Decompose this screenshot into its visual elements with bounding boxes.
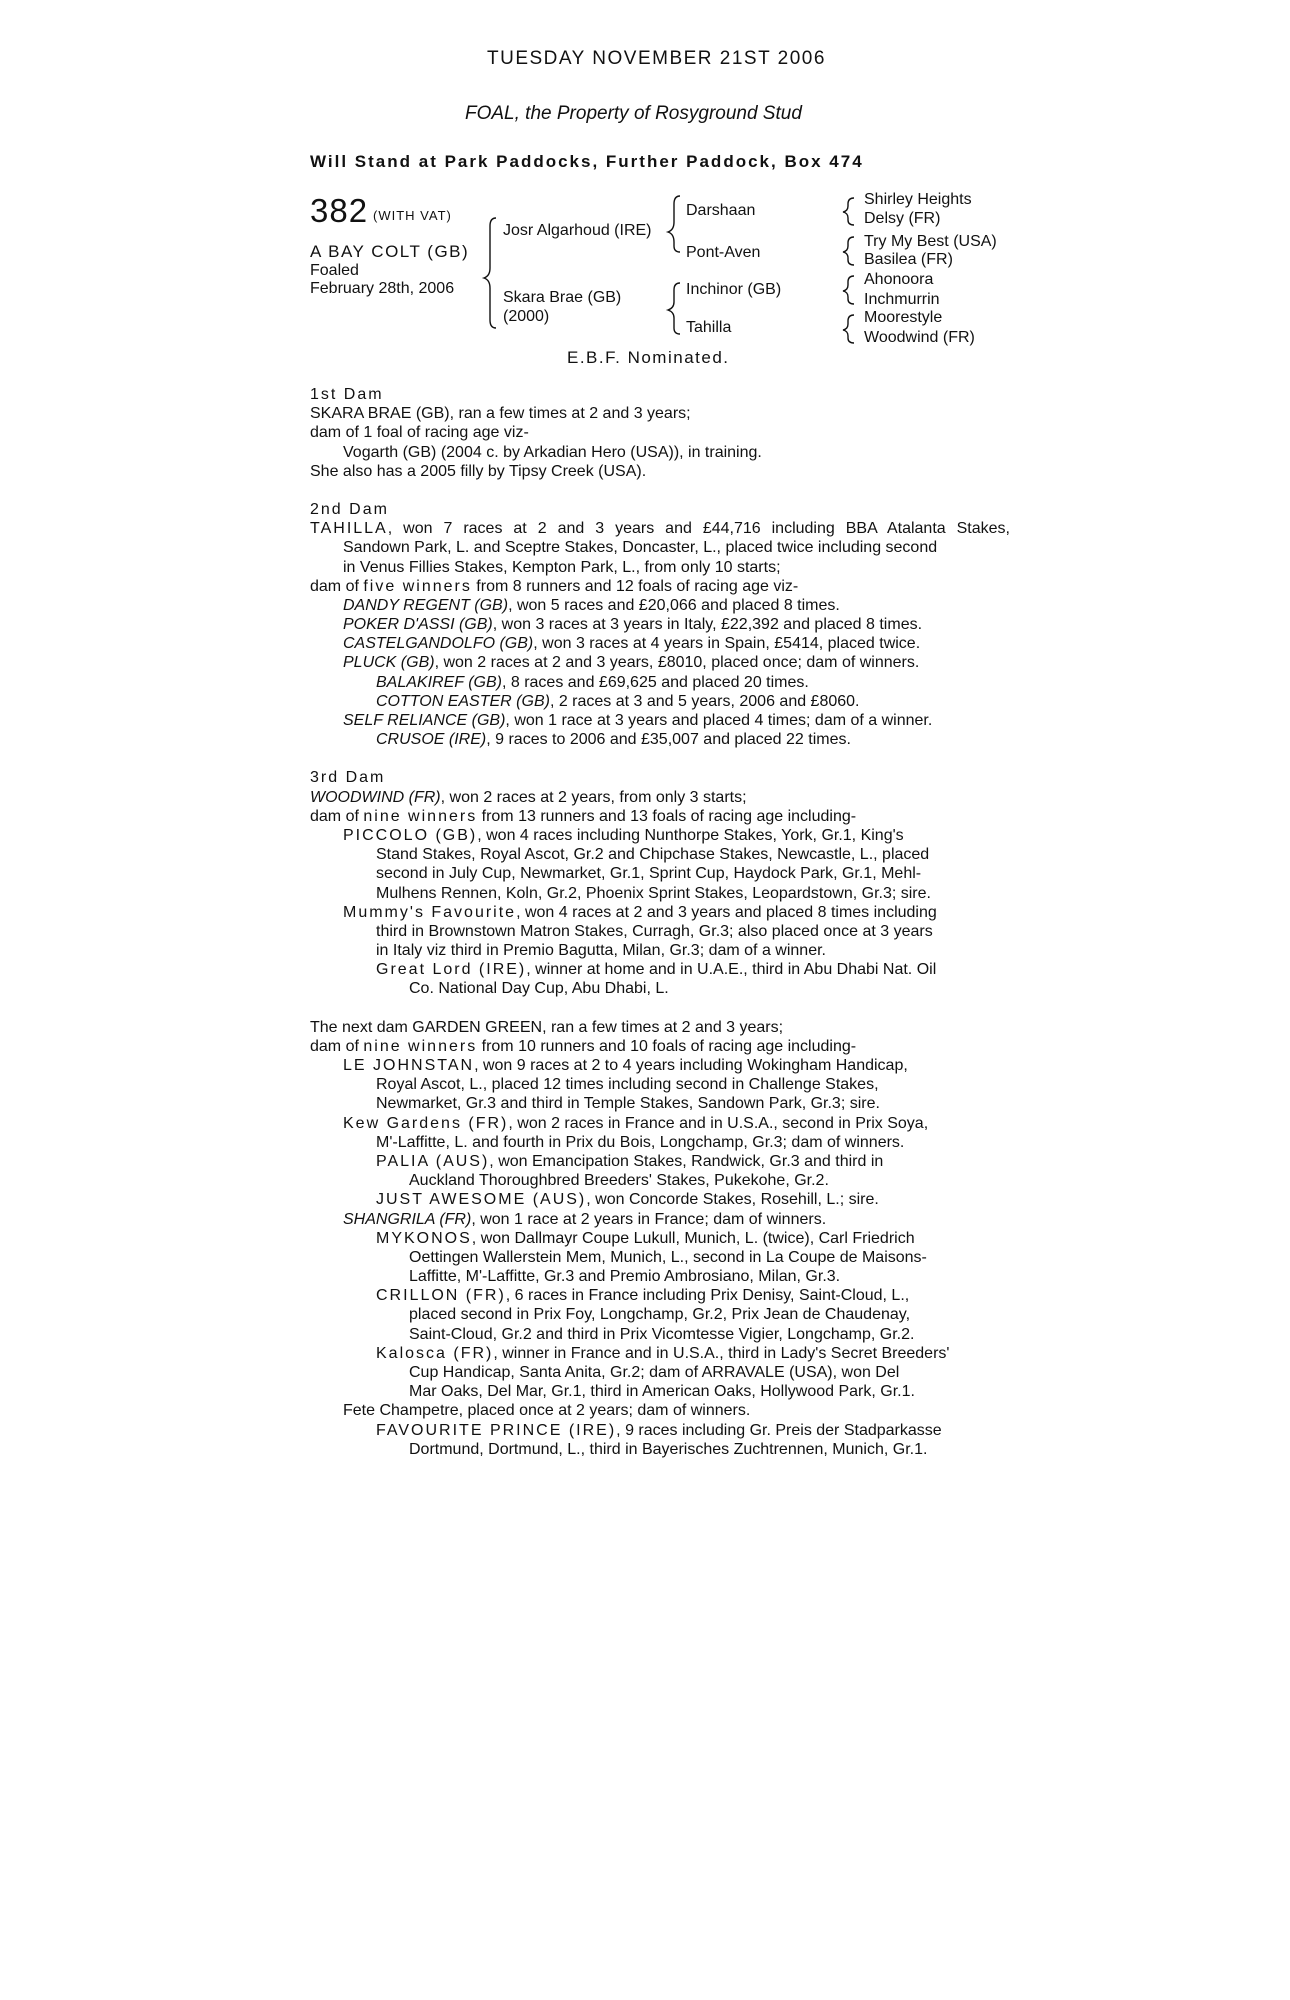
next-dam-grandproduce: FAVOURITE PRINCE (IRE), 9 races including Gr. Preis der Stadparkasse — [376, 1421, 942, 1439]
next-dam-grandproduce: Dortmund, Dortmund, L., third in Bayerisches Zuchtrennen, Munich, Gr.1. — [409, 1440, 928, 1458]
next-dam-grandproduce: Mar Oaks, Del Mar, Gr.1, third in American Oaks, Hollywood Park, Gr.1. — [409, 1383, 915, 1401]
next-dam-grandproduce: Kalosca (FR), winner in France and in U.S.A., third in Lady's Secret Breeders' — [376, 1344, 950, 1362]
third-dam-produce: Mulhens Rennen, Koln, Gr.2, Phoenix Sprint Stakes, Leopardstown, Gr.3; sire. — [376, 884, 931, 902]
second-dam-produce: CASTELGANDOLFO (GB), won 3 races at 4 years in Spain, £5414, placed twice. — [343, 635, 921, 653]
third-dam-line: dam of nine winners from 13 runners and 13 foals of racing age including- — [310, 807, 857, 825]
next-dam-grandproduce: Auckland Thoroughbred Breeders' Stakes, Pukekohe, Gr.2. — [409, 1172, 829, 1190]
pedigree-dam-year: (2000) — [503, 308, 550, 325]
first-dam-line: Vogarth (GB) (2004 c. by Arkadian Hero (USA)), in training. — [343, 443, 762, 461]
pedigree-g3-6: Inchmurrin — [864, 291, 940, 308]
next-dam-grandproduce: Oettingen Wallerstein Mem, Munich, L., second in La Coupe de Maisons- — [409, 1248, 927, 1266]
stand-location: Will Stand at Park Paddocks, Further Paddock, Box 474 — [310, 152, 864, 171]
first-dam-line: dam of 1 foal of racing age viz- — [310, 424, 529, 442]
second-dam-line: in Venus Fillies Stakes, Kempton Park, L., from only 10 starts; — [343, 558, 781, 576]
first-dam-heading: 1st Dam — [310, 386, 384, 403]
pedigree-sire-sire: Darshaan — [686, 202, 756, 219]
second-dam-line: TAHILLA, won 7 races at 2 and 3 years and £44,716 including BBA Atalanta Stakes, — [310, 520, 1010, 538]
pedigree-g3-5: Ahonoora — [864, 271, 934, 288]
first-dam-line: She also has a 2005 filly by Tipsy Creek (USA). — [310, 462, 647, 480]
foal-owner: FOAL, the Property of Rosyground Stud — [465, 103, 802, 124]
pedigree-g3-1: Shirley Heights — [864, 191, 972, 208]
sale-date: TUESDAY NOVEMBER 21ST 2006 — [487, 48, 826, 69]
pedigree-g3-7: Moorestyle — [864, 309, 943, 326]
vat-note: (WITH VAT) — [373, 208, 452, 223]
pedigree-g3-3: Try My Best (USA) — [864, 233, 997, 250]
third-dam-produce: Stand Stakes, Royal Ascot, Gr.2 and Chipchase Stakes, Newcastle, L., placed — [376, 846, 930, 864]
third-dam-produce: Mummy's Favourite, won 4 races at 2 and 3 years and placed 8 times including — [343, 903, 937, 921]
pedigree-dam: Skara Brae (GB) — [503, 289, 622, 306]
second-dam-line: dam of five winners from 8 runners and 12 foals of racing age viz- — [310, 577, 799, 595]
next-dam-produce: LE JOHNSTAN, won 9 races at 2 to 4 years including Wokingham Handicap, — [343, 1057, 908, 1074]
second-dam-produce: DANDY REGENT (GB), won 5 races and £20,066 and placed 8 times. — [343, 596, 840, 614]
second-dam-grandproduce: COTTON EASTER (GB), 2 races at 3 and 5 years, 2006 and £8060. — [376, 692, 860, 710]
next-dam-produce: Kew Gardens (FR), won 2 races in France and in U.S.A., second in Prix Soya, — [343, 1114, 929, 1132]
pedigree-sire: Josr Algarhoud (IRE) — [503, 222, 652, 239]
next-dam-produce: Fete Champetre, placed once at 2 years; dam of winners. — [343, 1402, 751, 1420]
third-dam-line: WOODWIND (FR), won 2 races at 2 years, from only 3 starts; — [310, 788, 747, 806]
next-dam-line: dam of nine winners from 10 runners and 10 foals of racing age including- — [310, 1037, 857, 1055]
next-dam-produce: SHANGRILA (FR), won 1 race at 2 years in France; dam of winners. — [343, 1210, 827, 1228]
next-dam-grandproduce: placed second in Prix Foy, Longchamp, Gr.2, Prix Jean de Chaudenay, — [409, 1306, 911, 1324]
next-dam-grandproduce: Laffitte, M'-Laffitte, Gr.3 and Premio Ambrosiano, Milan, Gr.3. — [409, 1268, 841, 1286]
foaled-date: February 28th, 2006 — [310, 280, 455, 297]
third-dam-grandproduce: Co. National Day Cup, Abu Dhabi, L. — [409, 980, 669, 998]
pedigree-brackets — [0, 0, 1290, 360]
second-dam-produce: PLUCK (GB), won 2 races at 2 and 3 years, £8010, placed once; dam of winners. — [343, 654, 920, 672]
pedigree-g3-8: Woodwind (FR) — [864, 329, 975, 346]
next-dam-grandproduce: JUST AWESOME (AUS), won Concorde Stakes, Rosehill, L.; sire. — [376, 1191, 879, 1209]
next-dam-grandproduce: Cup Handicap, Santa Anita, Gr.2; dam of ARRAVALE (USA), won Del — [409, 1364, 900, 1381]
pedigree-dam-dam: Tahilla — [686, 319, 732, 336]
second-dam-grandproduce: CRUSOE (IRE), 9 races to 2006 and £35,007 and placed 22 times. — [376, 731, 851, 749]
second-dam-produce: SELF RELIANCE (GB), won 1 race at 3 years and placed 4 times; dam of a winner. — [343, 712, 933, 729]
next-dam-produce: M'-Laffitte, L. and fourth in Prix du Bois, Longchamp, Gr.3; dam of winners. — [376, 1133, 905, 1151]
third-dam-heading: 3rd Dam — [310, 769, 386, 787]
second-dam-line: Sandown Park, L. and Sceptre Stakes, Doncaster, L., placed twice including second — [343, 539, 938, 557]
pedigree-sire-dam: Pont-Aven — [686, 244, 761, 261]
lot-number: 382 — [310, 192, 369, 229]
next-dam-grandproduce: CRILLON (FR), 6 races in France including Prix Denisy, Saint-Cloud, L., — [376, 1287, 910, 1305]
next-dam-grandproduce: PALIA (AUS), won Emancipation Stakes, Randwick, Gr.3 and third in — [376, 1152, 884, 1170]
ebf-nomination: E.B.F. Nominated. — [567, 348, 730, 367]
second-dam-grandproduce: BALAKIREF (GB), 8 races and £69,625 and placed 20 times. — [376, 673, 809, 691]
next-dam-grandproduce: Saint-Cloud, Gr.2 and third in Prix Vicomtesse Vigier, Longchamp, Gr.2. — [409, 1325, 915, 1343]
second-dam-produce: POKER D'ASSI (GB), won 3 races at 3 years in Italy, £22,392 and placed 8 times. — [343, 616, 923, 634]
third-dam-produce: second in July Cup, Newmarket, Gr.1, Sprint Cup, Haydock Park, Gr.1, Mehl- — [376, 865, 922, 883]
pedigree-g3-4: Basilea (FR) — [864, 251, 953, 268]
next-dam-produce: Newmarket, Gr.3 and third in Temple Stakes, Sandown Park, Gr.3; sire. — [376, 1095, 880, 1113]
next-dam-produce: Royal Ascot, L., placed 12 times including second in Challenge Stakes, — [376, 1076, 879, 1094]
third-dam-produce: third in Brownstown Matron Stakes, Curragh, Gr.3; also placed once at 3 years — [376, 922, 933, 940]
first-dam-line: SKARA BRAE (GB), ran a few times at 2 and 3 years; — [310, 405, 691, 423]
foaled-label: Foaled — [310, 262, 359, 279]
lot-description: A BAY COLT (GB) — [310, 242, 470, 261]
second-dam-heading: 2nd Dam — [310, 500, 389, 518]
pedigree-dam-sire: Inchinor (GB) — [686, 281, 782, 298]
pedigree-g3-2: Delsy (FR) — [864, 210, 941, 227]
third-dam-produce: in Italy viz third in Premio Bagutta, Milan, Gr.3; dam of a winner. — [376, 942, 826, 960]
next-dam-grandproduce: MYKONOS, won Dallmayr Coupe Lukull, Munich, L. (twice), Carl Friedrich — [376, 1229, 915, 1247]
next-dam-line: The next dam GARDEN GREEN, ran a few times at 2 and 3 years; — [310, 1018, 784, 1036]
produce-record — [310, 385, 1010, 1459]
third-dam-produce: PICCOLO (GB), won 4 races including Nunthorpe Stakes, York, Gr.1, King's — [343, 826, 904, 844]
third-dam-grandproduce: Great Lord (IRE), winner at home and in U.A.E., third in Abu Dhabi Nat. Oil — [376, 961, 937, 979]
